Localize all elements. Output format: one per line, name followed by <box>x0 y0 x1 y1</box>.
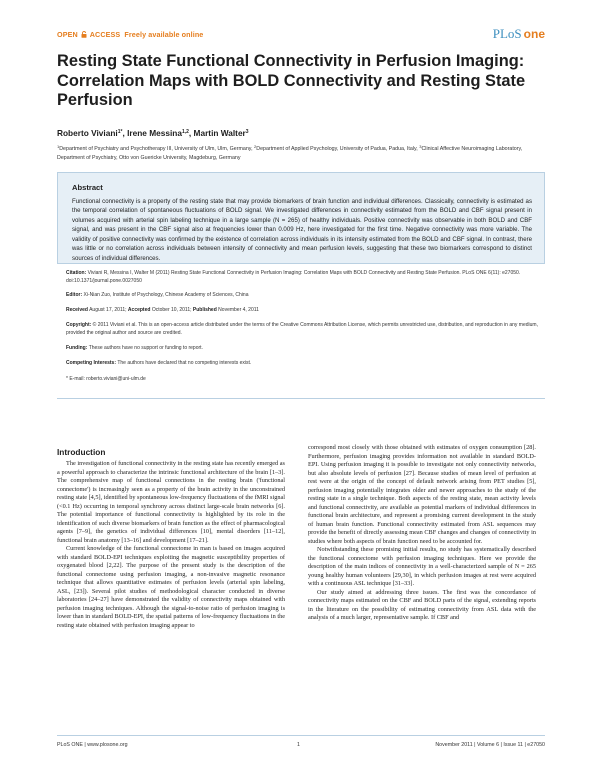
left-column <box>57 460 285 630</box>
footer-page-number: 1 <box>297 742 300 748</box>
copyright-text: © 2011 Viviani et al. This is an open-access article distributed under the terms of the Creative Commons Attribution License, which permits unrestricted use, distribution, and reproduction in any medium, provided the original author and source are credited. <box>66 322 538 336</box>
affil-2-number: 2 <box>254 144 257 149</box>
abstract-text: Functional connectivity is a property of the resting state that may provide biomarkers of brain function and individual differences. Classically, connectivity is estimated as the temporal correlation of spontaneous fluctuations of BOLD signal. We investigated differences in connectivity estimated from the BOLD and CBF signal present in volumes acquired with arterial spin labeling technique in a large sample (N = 265) of healthy individuals. Positive connectivity was observable in both BOLD and CBF signal, and was present in the CBF signal also at frequencies lower than 0.009 Hz, here investigated for the first time. Negative connectivity was more variable. The validity of positive connectivity was confirmed by the existence of correlation across individuals in its intensity estimated from the BOLD and CBF signal. In contrast, there was little or no correlation across individuals between intensity of connectivity and mean perfusion levels, suggesting that these two biomarkers correspond to distinct sources of individual differences. <box>72 198 532 262</box>
author-viviani-affil: 1 <box>117 129 121 135</box>
accepted-label: Accepted <box>127 307 151 313</box>
published-label: Published <box>192 307 217 313</box>
funding-label: Funding: <box>66 345 88 351</box>
abstract-heading: Abstract <box>72 183 103 192</box>
copyright <box>66 322 538 337</box>
author-walter-affil: 3 <box>245 129 249 135</box>
funding-text: These authors have no support or funding to report. <box>88 345 203 351</box>
footer-issue: November 2011 | Volume 6 | Issue 11 | e27050 <box>435 742 545 748</box>
plos-one-logo <box>493 26 545 42</box>
freely-available-label: Freely available online <box>124 30 204 39</box>
received-label: Received <box>66 307 88 313</box>
citation-label: Citation: <box>66 270 87 276</box>
open-access-banner <box>57 30 203 39</box>
intro-left-paragraph-1: The investigation of functional connectivity in the resting state has recently emerged as a powerful approach to characterize the intrinsic functional architecture of the brain [1–3]. The comprehensive map of functional connections in the resting brain ('functional connectome') is increasingly seen as a property of the brain activity in the unconstrained resting state [4,5], identified by spontaneous low-frequency fluctuations of the fMRI signal (<0.1 Hz) occurring in temporal synchrony across distinct large-scale brain networks [6]. The potential importance of functional connectivity is highlighted by its role in the identification of such diverse biomarkers of brain function as the effect of pharmacological agents [7–9], the genetics of individual differences [10], mental disorders [11–12], functional brain anatomy [13–16] and development [17–21]. <box>57 460 285 544</box>
page-footer <box>57 735 545 749</box>
citation <box>66 270 538 285</box>
intro-right-paragraph-2: Notwithstanding these promising initial results, no study has systematically described the functional connectome with perfusion imaging techniques. Here we provide the description of the main indices of connectivity in a well-characterized sample of N = 265 young healthy human volunteers [29,30], in which perfusion images at rest were acquired with a continuous ASL technique [31–33]. <box>308 546 536 588</box>
affil-3: Clinical Affective Neuroimaging Laboratory, Department of Psychiatry, Otto von Guericke University, Magdeburg, Germany <box>57 146 523 162</box>
email[interactable]: * E-mail: roberto.viviani@uni-ulm.de <box>66 376 146 382</box>
received-date: August 17, 2011; <box>89 307 127 313</box>
author-list: Roberto Viviani$^{1*}$, Irene Messina$^{1,2}$, Martin Walter$^3$ <box>57 128 249 138</box>
editor <box>66 292 538 300</box>
copyright-label: Copyright: <box>66 322 92 328</box>
competing-text: The authors have declared that no competing interests exist. <box>117 360 252 366</box>
affil-1: Department of Psychiatry and Psychotherapy III, University of Ulm, Ulm, Germany, <box>59 146 253 152</box>
affil-2: Department of Applied Psychology, University of Padua, Padua, Italy, <box>256 146 418 152</box>
article-title: Resting State Functional Connectivity in Perfusion Imaging: Correlation Maps with BOLD Connectivity and Resting State Perfusion <box>57 52 526 109</box>
corresponding-mark: * <box>120 129 123 135</box>
affiliations <box>57 142 547 164</box>
author-messina-affil: 1,2 <box>181 129 189 135</box>
editor-text: Xi-Nian Zuo, Institute of Psychology, Chinese Academy of Sciences, China <box>83 292 249 298</box>
editor-label: Editor: <box>66 292 83 298</box>
open-label: OPEN <box>57 30 78 39</box>
intro-right-paragraph-3: Our study aimed at addressing three issues. The first was the concordance of connectivity maps estimated on the CBF and BOLD parts of the signal, extending reports in the literature on the possibility of estimating connectivity from ASL data with the analysis of a much larger, representative sample. If CBF and <box>308 588 536 622</box>
competing-interests <box>66 360 538 368</box>
footer-journal[interactable]: PLoS ONE | www.plosone.org <box>57 742 128 748</box>
intro-right-paragraph-1: correspond most closely with those obtained with estimates of oxygen consumption [28]. Furthermore, perfusion imaging provides information not available in standard BOLD-EPI. Using perfusion imaging it is possible to investigate not only connectivity networks, but also absolute levels of perfusion [27]. Because studies of mean level of perfusion at rest were at the origin of the concept of default network arising from PET studies [5], perfusion imaging potentially integrates older and newer approaches to the study of the resting state in a single technique. Both aspects of the resting state, mean activity levels and functional connectivity, are available as potential markers of individual differences in functional brain architecture, and represent a promising current development in the study of human brain function. Functional connectivity estimated from ASL sequences may provide the benefit of directly assessing mean CBF changes and changes of connectivity in studies where both aspects of brain function need to be accounted for. <box>308 444 536 545</box>
intro-left-paragraph-2: Current knowledge of the functional connectome in man is based on images acquired with standard BOLD-EPI techniques exploiting the magnetic susceptibility properties of oxygenated blood [2,22]. The purpose of the present study is the description of the functional connectome using perfusion imaging, a non-invasive magnetic resonance technique that allows quantitative estimates of perfusion levels (arterial spin labeling, ASL, [23]). Several pilot studies of methodological character conducted in diverse laboratories [24–27] have demonstrated the validity of connectivity maps obtained with perfusion imaging techniques. Although the signal-to-noise ratio of perfusion imaging is lower than in standard BOLD-EPI, the spatial patterns of low-frequency fluctuations in the resting state obtained with perfusion imaging appear to <box>57 545 285 629</box>
introduction-heading: Introduction <box>57 447 106 457</box>
author-viviani: Roberto Viviani <box>57 128 118 138</box>
open-lock-icon <box>81 31 87 38</box>
published-date: November 4, 2011 <box>218 307 259 313</box>
author-messina: Irene Messina <box>127 128 182 138</box>
logo-plos-text: PLoS <box>492 26 522 41</box>
citation-text: Viviani R, Messina I, Walter M (2011) Resting State Functional Connectivity in Perfusion Imaging: Correlation Maps with BOLD Connectivity and Resting State Perfusion. PLoS ONE 6(11): e27050. doi:10.1371/journal.pone.0027050 <box>66 270 521 284</box>
competing-label: Competing Interests: <box>66 360 117 366</box>
dates <box>66 307 538 315</box>
affil-1-number: 1 <box>57 144 60 149</box>
access-label: ACCESS <box>89 30 121 39</box>
right-column <box>308 444 536 623</box>
accepted-date: October 10, 2011; <box>151 307 192 313</box>
journal-header <box>57 28 545 42</box>
logo-one-text: one <box>523 27 545 41</box>
funding <box>66 345 538 353</box>
affil-3-number: 3 <box>419 144 422 149</box>
author-walter: Martin Walter <box>193 128 246 138</box>
abstract-box <box>57 172 545 264</box>
meta-divider <box>57 398 545 399</box>
